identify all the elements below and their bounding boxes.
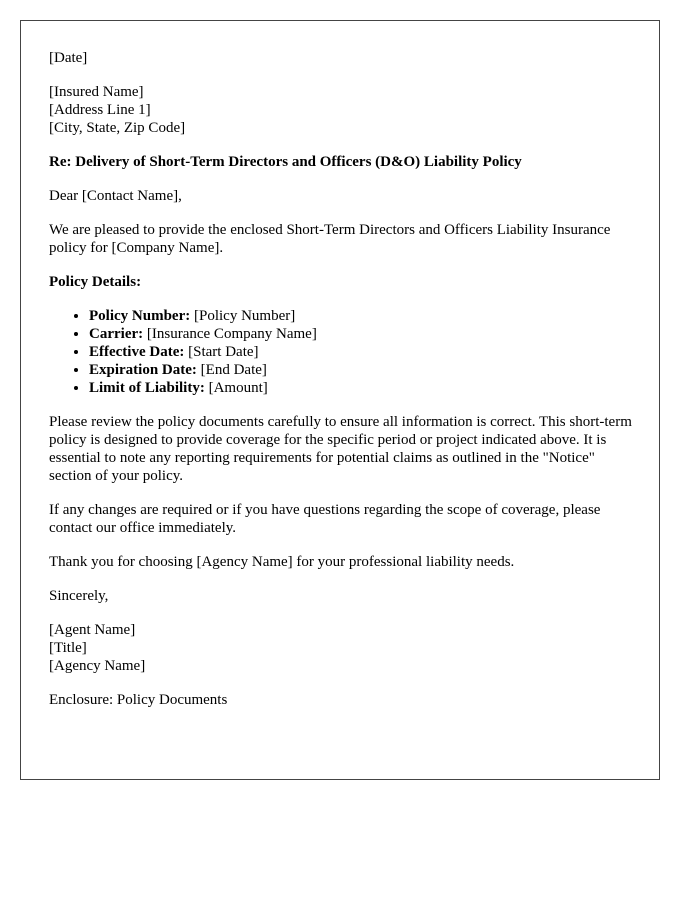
review-paragraph: Please review the policy documents carefully to ensure all information is correct. This short-term policy is designed to provide coverage for the specific period or project indicated above. It is essential to note any reporting requirements for potential claims as outlined in the "Notice" section of your policy. [49,414,632,484]
expiration-date-value: [End Date] [196,362,267,378]
effective-date-value: [Start Date] [184,344,259,360]
limit-of-liability-value: [Amount] [204,380,268,396]
policy-details-list [49,307,639,397]
effective-date-label: Effective Date: [89,344,185,360]
recipient-address-line-1: [Address Line 1] [49,102,151,118]
policy-detail-item [89,361,639,379]
expiration-date-label: Expiration Date: [89,362,197,378]
enclosure-note: Enclosure: Policy Documents [49,692,228,708]
agency-name: [Agency Name] [49,658,146,674]
carrier-label: Carrier: [89,326,144,342]
letter-date: [Date] [49,50,88,66]
policy-number-label: Policy Number: [89,308,191,324]
thanks-paragraph: Thank you for choosing [Agency Name] for your professional liability needs. [49,554,515,570]
policy-details-heading: Policy Details: [49,274,142,290]
letter-body [49,49,639,725]
agent-title: [Title] [49,640,87,656]
changes-paragraph: If any changes are required or if you have questions regarding the scope of coverage, please contact our office immediately. [49,502,601,536]
carrier-value: [Insurance Company Name] [143,326,317,342]
closing: Sincerely, [49,588,109,604]
policy-detail-item [89,307,639,325]
policy-detail-item [89,379,639,397]
policy-detail-item [89,325,639,343]
signature-block [49,621,639,675]
policy-number-value: [Policy Number] [190,308,296,324]
intro-paragraph: We are pleased to provide the enclosed Short-Term Directors and Officers Liability Insurance policy for [Company Name]. [49,222,611,256]
limit-of-liability-label: Limit of Liability: [89,380,205,396]
salutation: Dear [Contact Name], [49,188,182,204]
recipient-address [49,83,639,137]
recipient-city-state-zip: [City, State, Zip Code] [49,120,186,136]
policy-detail-item [89,343,639,361]
agent-name: [Agent Name] [49,622,136,638]
letter-subject: Re: Delivery of Short-Term Directors and Officers (D&O) Liability Policy [49,154,522,170]
recipient-name: [Insured Name] [49,84,144,100]
letter-page [20,20,660,780]
